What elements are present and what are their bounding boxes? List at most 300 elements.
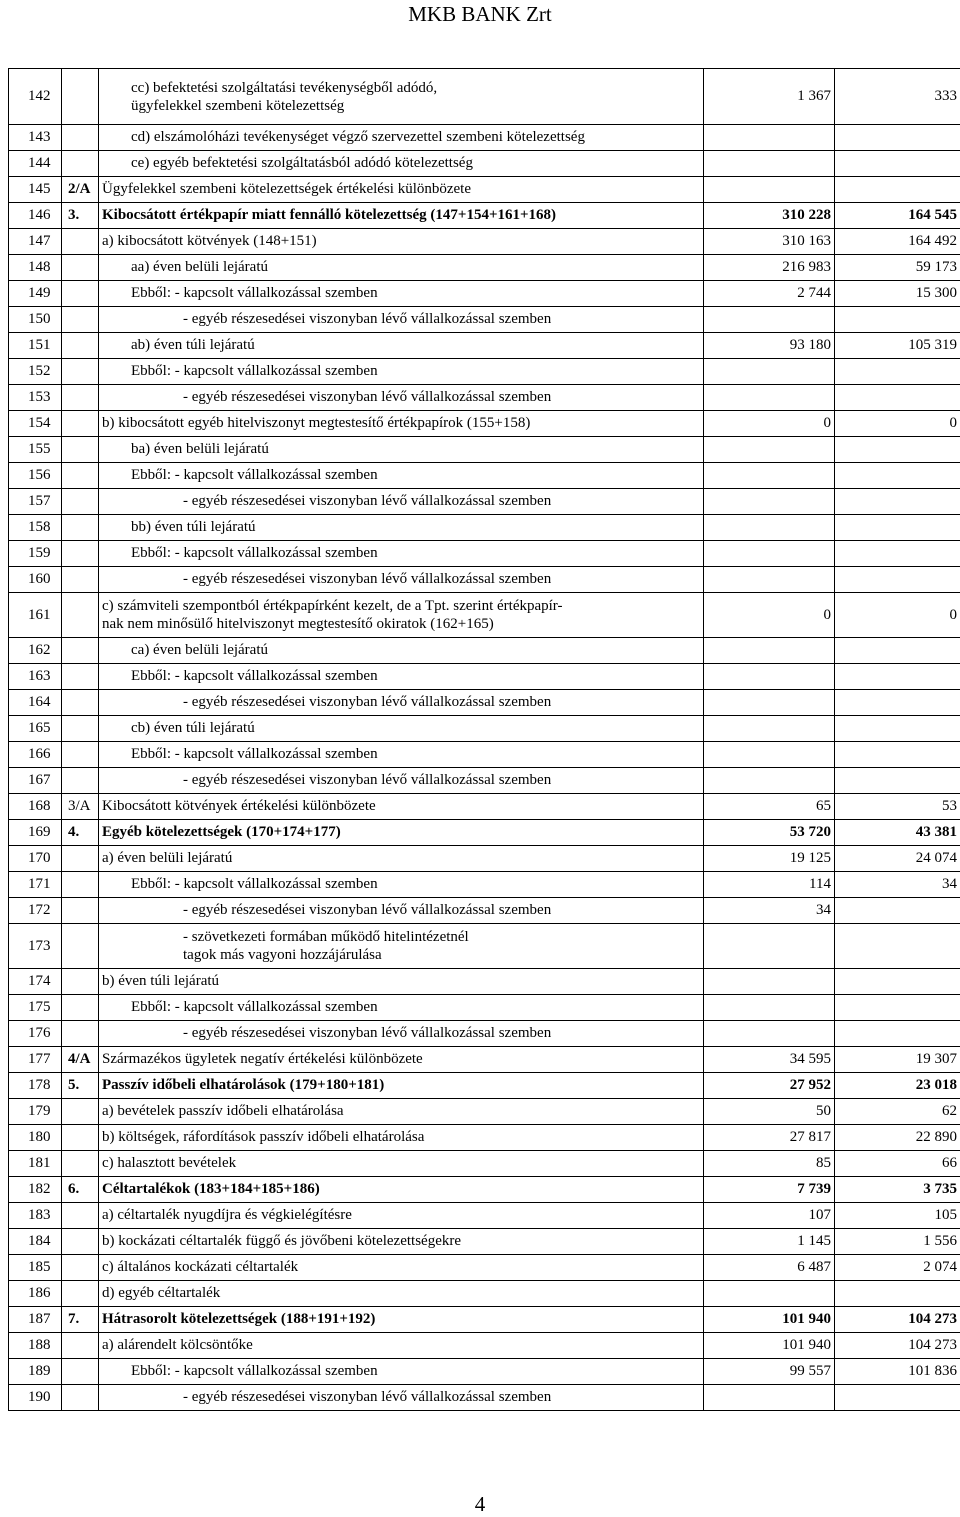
value-previous-cell: 114 — [704, 872, 835, 898]
table-row — [9, 385, 960, 411]
value-previous-cell — [704, 716, 835, 742]
value-current-cell: 62 — [835, 1099, 960, 1125]
description-text: ca) éven belüli lejáratú — [131, 642, 268, 658]
section-cell — [62, 716, 99, 742]
value-previous-cell — [704, 515, 835, 541]
description-cell — [99, 1385, 704, 1411]
description-cell — [99, 742, 704, 768]
row-number-cell: 165 — [9, 716, 62, 742]
section-cell — [62, 411, 99, 437]
section-cell — [62, 333, 99, 359]
value-previous-cell: 101 940 — [704, 1333, 835, 1359]
table-row — [9, 690, 960, 716]
section-cell — [62, 1281, 99, 1307]
table-row — [9, 820, 960, 846]
description-cell — [99, 69, 704, 125]
table-row — [9, 229, 960, 255]
description-text: Ebből: - kapcsolt vállalkozással szemben — [131, 876, 378, 892]
row-number-cell: 153 — [9, 385, 62, 411]
description-text: d) egyéb céltartalék — [102, 1285, 220, 1301]
description-cell — [99, 690, 704, 716]
value-previous-cell — [704, 567, 835, 593]
table-row — [9, 1151, 960, 1177]
row-number-cell: 175 — [9, 995, 62, 1021]
section-cell — [62, 255, 99, 281]
description-text: Hátrasorolt kötelezettségek (188+191+192) — [102, 1311, 375, 1327]
description-text: c) halasztott bevételek — [102, 1155, 236, 1171]
section-cell — [62, 125, 99, 151]
table-row — [9, 716, 960, 742]
table-row — [9, 969, 960, 995]
table-row — [9, 872, 960, 898]
description-cell — [99, 820, 704, 846]
row-number-cell: 149 — [9, 281, 62, 307]
value-previous-cell — [704, 1021, 835, 1047]
section-cell: 4/A — [62, 1047, 99, 1073]
row-number-cell: 163 — [9, 664, 62, 690]
section-cell — [62, 846, 99, 872]
value-current-cell: 66 — [835, 1151, 960, 1177]
row-number-cell: 166 — [9, 742, 62, 768]
description-cell — [99, 307, 704, 333]
section-cell — [62, 385, 99, 411]
description-text: Kibocsátott kötvények értékelési különbözete — [102, 798, 376, 814]
value-current-cell — [835, 1021, 960, 1047]
value-current-cell — [835, 125, 960, 151]
table-row — [9, 125, 960, 151]
value-current-cell: 104 273 — [835, 1307, 960, 1333]
description-text: b) költségek, ráfordítások passzív időbeli elhatárolása — [102, 1129, 424, 1145]
value-previous-cell: 2 744 — [704, 281, 835, 307]
row-number-cell: 151 — [9, 333, 62, 359]
value-previous-cell: 19 125 — [704, 846, 835, 872]
value-previous-cell: 1 145 — [704, 1229, 835, 1255]
section-cell — [62, 1151, 99, 1177]
value-previous-cell — [704, 307, 835, 333]
section-cell — [62, 1359, 99, 1385]
row-number-cell: 156 — [9, 463, 62, 489]
value-previous-cell — [704, 995, 835, 1021]
section-cell — [62, 307, 99, 333]
value-previous-cell: 50 — [704, 1099, 835, 1125]
description-text: Ebből: - kapcsolt vállalkozással szemben — [131, 668, 378, 684]
table-row — [9, 664, 960, 690]
row-number-cell: 144 — [9, 151, 62, 177]
table-row — [9, 69, 960, 125]
value-current-cell: 15 300 — [835, 281, 960, 307]
section-cell — [62, 898, 99, 924]
table-row — [9, 638, 960, 664]
description-text: Ebből: - kapcsolt vállalkozással szemben — [131, 285, 378, 301]
description-text: bb) éven túli lejáratú — [131, 519, 256, 535]
description-text: Egyéb kötelezettségek (170+174+177) — [102, 824, 341, 840]
value-current-cell — [835, 995, 960, 1021]
row-number-cell: 188 — [9, 1333, 62, 1359]
value-previous-cell: 85 — [704, 1151, 835, 1177]
row-number-cell: 180 — [9, 1125, 62, 1151]
row-number-cell: 159 — [9, 541, 62, 567]
section-cell — [62, 1203, 99, 1229]
table-row — [9, 1307, 960, 1333]
value-previous-cell: 107 — [704, 1203, 835, 1229]
row-number-cell: 143 — [9, 125, 62, 151]
table-row — [9, 359, 960, 385]
description-text: Kibocsátott értékpapír miatt fennálló kötelezettség (147+154+161+168) — [102, 207, 556, 223]
description-text: Ebből: - kapcsolt vállalkozással szemben — [131, 746, 378, 762]
value-current-cell — [835, 151, 960, 177]
description-cell — [99, 411, 704, 437]
section-cell — [62, 515, 99, 541]
description-cell — [99, 898, 704, 924]
value-previous-cell — [704, 768, 835, 794]
description-cell — [99, 1281, 704, 1307]
table-row — [9, 1021, 960, 1047]
description-cell — [99, 593, 704, 638]
description-cell — [99, 229, 704, 255]
description-text: - szövetkezeti formában működő hitelintézetnél tagok más vagyoni hozzájárulása — [183, 929, 469, 963]
table-row — [9, 794, 960, 820]
row-number-cell: 178 — [9, 1073, 62, 1099]
value-current-cell: 59 173 — [835, 255, 960, 281]
value-current-cell — [835, 1281, 960, 1307]
row-number-cell: 183 — [9, 1203, 62, 1229]
section-cell — [62, 1125, 99, 1151]
value-previous-cell: 310 163 — [704, 229, 835, 255]
description-cell — [99, 489, 704, 515]
description-cell — [99, 1073, 704, 1099]
value-current-cell: 43 381 — [835, 820, 960, 846]
row-number-cell: 169 — [9, 820, 62, 846]
description-text: Származékos ügyletek negatív értékelési különbözete — [102, 1051, 423, 1067]
section-cell — [62, 969, 99, 995]
value-current-cell: 3 735 — [835, 1177, 960, 1203]
row-number-cell: 150 — [9, 307, 62, 333]
value-current-cell — [835, 716, 960, 742]
description-cell — [99, 1307, 704, 1333]
description-text: - egyéb részesedései viszonyban lévő vállalkozással szemben — [183, 772, 551, 788]
value-current-cell — [835, 664, 960, 690]
value-current-cell: 101 836 — [835, 1359, 960, 1385]
value-current-cell — [835, 638, 960, 664]
description-cell — [99, 255, 704, 281]
value-previous-cell — [704, 664, 835, 690]
table-row — [9, 1125, 960, 1151]
value-current-cell — [835, 515, 960, 541]
table-row — [9, 489, 960, 515]
page-header: MKB BANK Zrt — [0, 2, 960, 27]
value-current-cell: 0 — [835, 593, 960, 638]
description-cell — [99, 1203, 704, 1229]
table-row — [9, 1255, 960, 1281]
description-cell — [99, 872, 704, 898]
description-text: b) éven túli lejáratú — [102, 973, 219, 989]
section-cell — [62, 281, 99, 307]
value-current-cell: 23 018 — [835, 1073, 960, 1099]
row-number-cell: 155 — [9, 437, 62, 463]
section-cell: 3/A — [62, 794, 99, 820]
table-row — [9, 1229, 960, 1255]
section-cell — [62, 995, 99, 1021]
value-current-cell: 333 — [835, 69, 960, 125]
description-cell — [99, 203, 704, 229]
section-cell — [62, 463, 99, 489]
description-text: a) céltartalék nyugdíjra és végkielégítésre — [102, 1207, 352, 1223]
description-text: - egyéb részesedései viszonyban lévő vállalkozással szemben — [183, 389, 551, 405]
row-number-cell: 185 — [9, 1255, 62, 1281]
description-text: c) számviteli szempontból értékpapírként kezelt, de a Tpt. szerint értékpapír- nak nem minősülő hitelviszonyt megtestesítő okiratok (162+165) — [102, 598, 563, 632]
description-cell — [99, 463, 704, 489]
description-text: - egyéb részesedései viszonyban lévő vállalkozással szemben — [183, 311, 551, 327]
section-cell — [62, 1229, 99, 1255]
description-cell — [99, 846, 704, 872]
description-cell — [99, 794, 704, 820]
table-row — [9, 846, 960, 872]
value-previous-cell — [704, 125, 835, 151]
description-cell — [99, 1359, 704, 1385]
value-current-cell: 2 074 — [835, 1255, 960, 1281]
row-number-cell: 157 — [9, 489, 62, 515]
table-row — [9, 281, 960, 307]
description-cell — [99, 768, 704, 794]
description-cell — [99, 437, 704, 463]
value-previous-cell — [704, 463, 835, 489]
description-text: Ebből: - kapcsolt vállalkozással szemben — [131, 467, 378, 483]
value-previous-cell — [704, 541, 835, 567]
value-current-cell — [835, 177, 960, 203]
section-cell: 4. — [62, 820, 99, 846]
section-cell: 6. — [62, 1177, 99, 1203]
section-cell — [62, 489, 99, 515]
section-cell — [62, 69, 99, 125]
value-current-cell — [835, 898, 960, 924]
description-cell — [99, 638, 704, 664]
balance-sheet-table — [8, 68, 960, 1411]
section-cell: 2/A — [62, 177, 99, 203]
table-row — [9, 1385, 960, 1411]
value-current-cell — [835, 742, 960, 768]
section-cell — [62, 437, 99, 463]
table-row — [9, 1099, 960, 1125]
description-text: cc) befektetési szolgáltatási tevékenységből adódó, ügyfelekkel szembeni kötelezettség — [131, 80, 437, 114]
description-text: b) kockázati céltartalék függő és jövőbeni kötelezettségekre — [102, 1233, 461, 1249]
value-previous-cell — [704, 177, 835, 203]
table-row — [9, 1359, 960, 1385]
description-cell — [99, 177, 704, 203]
row-number-cell: 148 — [9, 255, 62, 281]
description-cell — [99, 125, 704, 151]
value-previous-cell: 216 983 — [704, 255, 835, 281]
row-number-cell: 161 — [9, 593, 62, 638]
description-text: - egyéb részesedései viszonyban lévő vállalkozással szemben — [183, 571, 551, 587]
table-row — [9, 898, 960, 924]
description-cell — [99, 151, 704, 177]
value-current-cell: 164 492 — [835, 229, 960, 255]
table-row — [9, 411, 960, 437]
section-cell: 3. — [62, 203, 99, 229]
section-cell — [62, 742, 99, 768]
row-number-cell: 168 — [9, 794, 62, 820]
description-cell — [99, 541, 704, 567]
section-cell: 7. — [62, 1307, 99, 1333]
description-cell — [99, 1099, 704, 1125]
description-text: - egyéb részesedései viszonyban lévő vállalkozással szemben — [183, 902, 551, 918]
description-text: a) alárendelt kölcsöntőke — [102, 1337, 253, 1353]
row-number-cell: 154 — [9, 411, 62, 437]
row-number-cell: 152 — [9, 359, 62, 385]
table-row — [9, 924, 960, 969]
value-previous-cell — [704, 690, 835, 716]
section-cell — [62, 1385, 99, 1411]
table-row — [9, 177, 960, 203]
description-cell — [99, 1229, 704, 1255]
section-cell — [62, 567, 99, 593]
value-previous-cell — [704, 151, 835, 177]
description-cell — [99, 969, 704, 995]
section-cell — [62, 690, 99, 716]
description-cell — [99, 664, 704, 690]
description-text: Ebből: - kapcsolt vállalkozással szemben — [131, 363, 378, 379]
value-current-cell: 105 — [835, 1203, 960, 1229]
row-number-cell: 158 — [9, 515, 62, 541]
description-cell — [99, 1125, 704, 1151]
value-previous-cell — [704, 385, 835, 411]
description-text: a) kibocsátott kötvények (148+151) — [102, 233, 317, 249]
row-number-cell: 167 — [9, 768, 62, 794]
section-cell — [62, 1099, 99, 1125]
description-text: b) kibocsátott egyéb hitelviszonyt megtestesítő értékpapírok (155+158) — [102, 415, 530, 431]
table-body — [9, 69, 960, 1411]
section-cell — [62, 359, 99, 385]
table-row — [9, 203, 960, 229]
value-previous-cell: 93 180 — [704, 333, 835, 359]
section-cell — [62, 1255, 99, 1281]
description-cell — [99, 281, 704, 307]
value-previous-cell: 7 739 — [704, 1177, 835, 1203]
value-current-cell — [835, 768, 960, 794]
value-previous-cell: 27 817 — [704, 1125, 835, 1151]
table-row — [9, 1177, 960, 1203]
section-cell — [62, 768, 99, 794]
table-row — [9, 307, 960, 333]
value-current-cell — [835, 385, 960, 411]
value-current-cell — [835, 969, 960, 995]
row-number-cell: 181 — [9, 1151, 62, 1177]
table-row — [9, 515, 960, 541]
value-current-cell — [835, 463, 960, 489]
description-cell — [99, 1151, 704, 1177]
value-previous-cell — [704, 969, 835, 995]
table-row — [9, 995, 960, 1021]
row-number-cell: 190 — [9, 1385, 62, 1411]
value-current-cell — [835, 690, 960, 716]
table-row — [9, 1073, 960, 1099]
table-row — [9, 541, 960, 567]
section-cell — [62, 872, 99, 898]
description-cell — [99, 716, 704, 742]
value-previous-cell: 1 367 — [704, 69, 835, 125]
value-current-cell: 19 307 — [835, 1047, 960, 1073]
value-current-cell: 34 — [835, 872, 960, 898]
row-number-cell: 142 — [9, 69, 62, 125]
value-previous-cell: 65 — [704, 794, 835, 820]
value-current-cell: 22 890 — [835, 1125, 960, 1151]
description-cell — [99, 924, 704, 969]
description-cell — [99, 995, 704, 1021]
row-number-cell: 176 — [9, 1021, 62, 1047]
table-row — [9, 255, 960, 281]
row-number-cell: 184 — [9, 1229, 62, 1255]
section-cell — [62, 541, 99, 567]
section-cell — [62, 924, 99, 969]
description-text: Ebből: - kapcsolt vállalkozással szemben — [131, 545, 378, 561]
row-number-cell: 187 — [9, 1307, 62, 1333]
row-number-cell: 170 — [9, 846, 62, 872]
value-current-cell: 24 074 — [835, 846, 960, 872]
section-cell — [62, 638, 99, 664]
description-cell — [99, 385, 704, 411]
row-number-cell: 145 — [9, 177, 62, 203]
value-previous-cell: 6 487 — [704, 1255, 835, 1281]
value-previous-cell: 99 557 — [704, 1359, 835, 1385]
description-text: ab) éven túli lejáratú — [131, 337, 255, 353]
row-number-cell: 172 — [9, 898, 62, 924]
description-cell — [99, 1177, 704, 1203]
description-text: Ügyfelekkel szembeni kötelezettségek értékelési különbözete — [102, 181, 471, 197]
row-number-cell: 147 — [9, 229, 62, 255]
section-cell — [62, 1333, 99, 1359]
value-current-cell — [835, 567, 960, 593]
value-previous-cell: 0 — [704, 411, 835, 437]
description-text: - egyéb részesedései viszonyban lévő vállalkozással szemben — [183, 1025, 551, 1041]
description-cell — [99, 333, 704, 359]
table-row — [9, 742, 960, 768]
table-row — [9, 151, 960, 177]
description-text: Céltartalékok (183+184+185+186) — [102, 1181, 320, 1197]
description-text: - egyéb részesedései viszonyban lévő vállalkozással szemben — [183, 493, 551, 509]
description-text: Passzív időbeli elhatárolások (179+180+181) — [102, 1077, 384, 1093]
section-cell — [62, 1021, 99, 1047]
value-current-cell — [835, 437, 960, 463]
section-cell — [62, 664, 99, 690]
row-number-cell: 179 — [9, 1099, 62, 1125]
section-cell — [62, 593, 99, 638]
value-current-cell — [835, 359, 960, 385]
table-row — [9, 1281, 960, 1307]
section-cell — [62, 229, 99, 255]
table-row — [9, 437, 960, 463]
value-current-cell: 105 319 — [835, 333, 960, 359]
section-cell — [62, 151, 99, 177]
row-number-cell: 164 — [9, 690, 62, 716]
description-cell — [99, 359, 704, 385]
row-number-cell: 182 — [9, 1177, 62, 1203]
description-text: Ebből: - kapcsolt vállalkozással szemben — [131, 999, 378, 1015]
description-text: cb) éven túli lejáratú — [131, 720, 255, 736]
value-previous-cell — [704, 489, 835, 515]
description-cell — [99, 1333, 704, 1359]
table-row — [9, 1203, 960, 1229]
description-text: aa) éven belüli lejáratú — [131, 259, 268, 275]
description-text: a) bevételek passzív időbeli elhatárolása — [102, 1103, 344, 1119]
row-number-cell: 162 — [9, 638, 62, 664]
description-cell — [99, 1021, 704, 1047]
row-number-cell: 160 — [9, 567, 62, 593]
value-previous-cell — [704, 437, 835, 463]
value-current-cell: 0 — [835, 411, 960, 437]
page-number: 4 — [0, 1492, 960, 1517]
description-text: c) általános kockázati céltartalék — [102, 1259, 298, 1275]
value-current-cell: 104 273 — [835, 1333, 960, 1359]
